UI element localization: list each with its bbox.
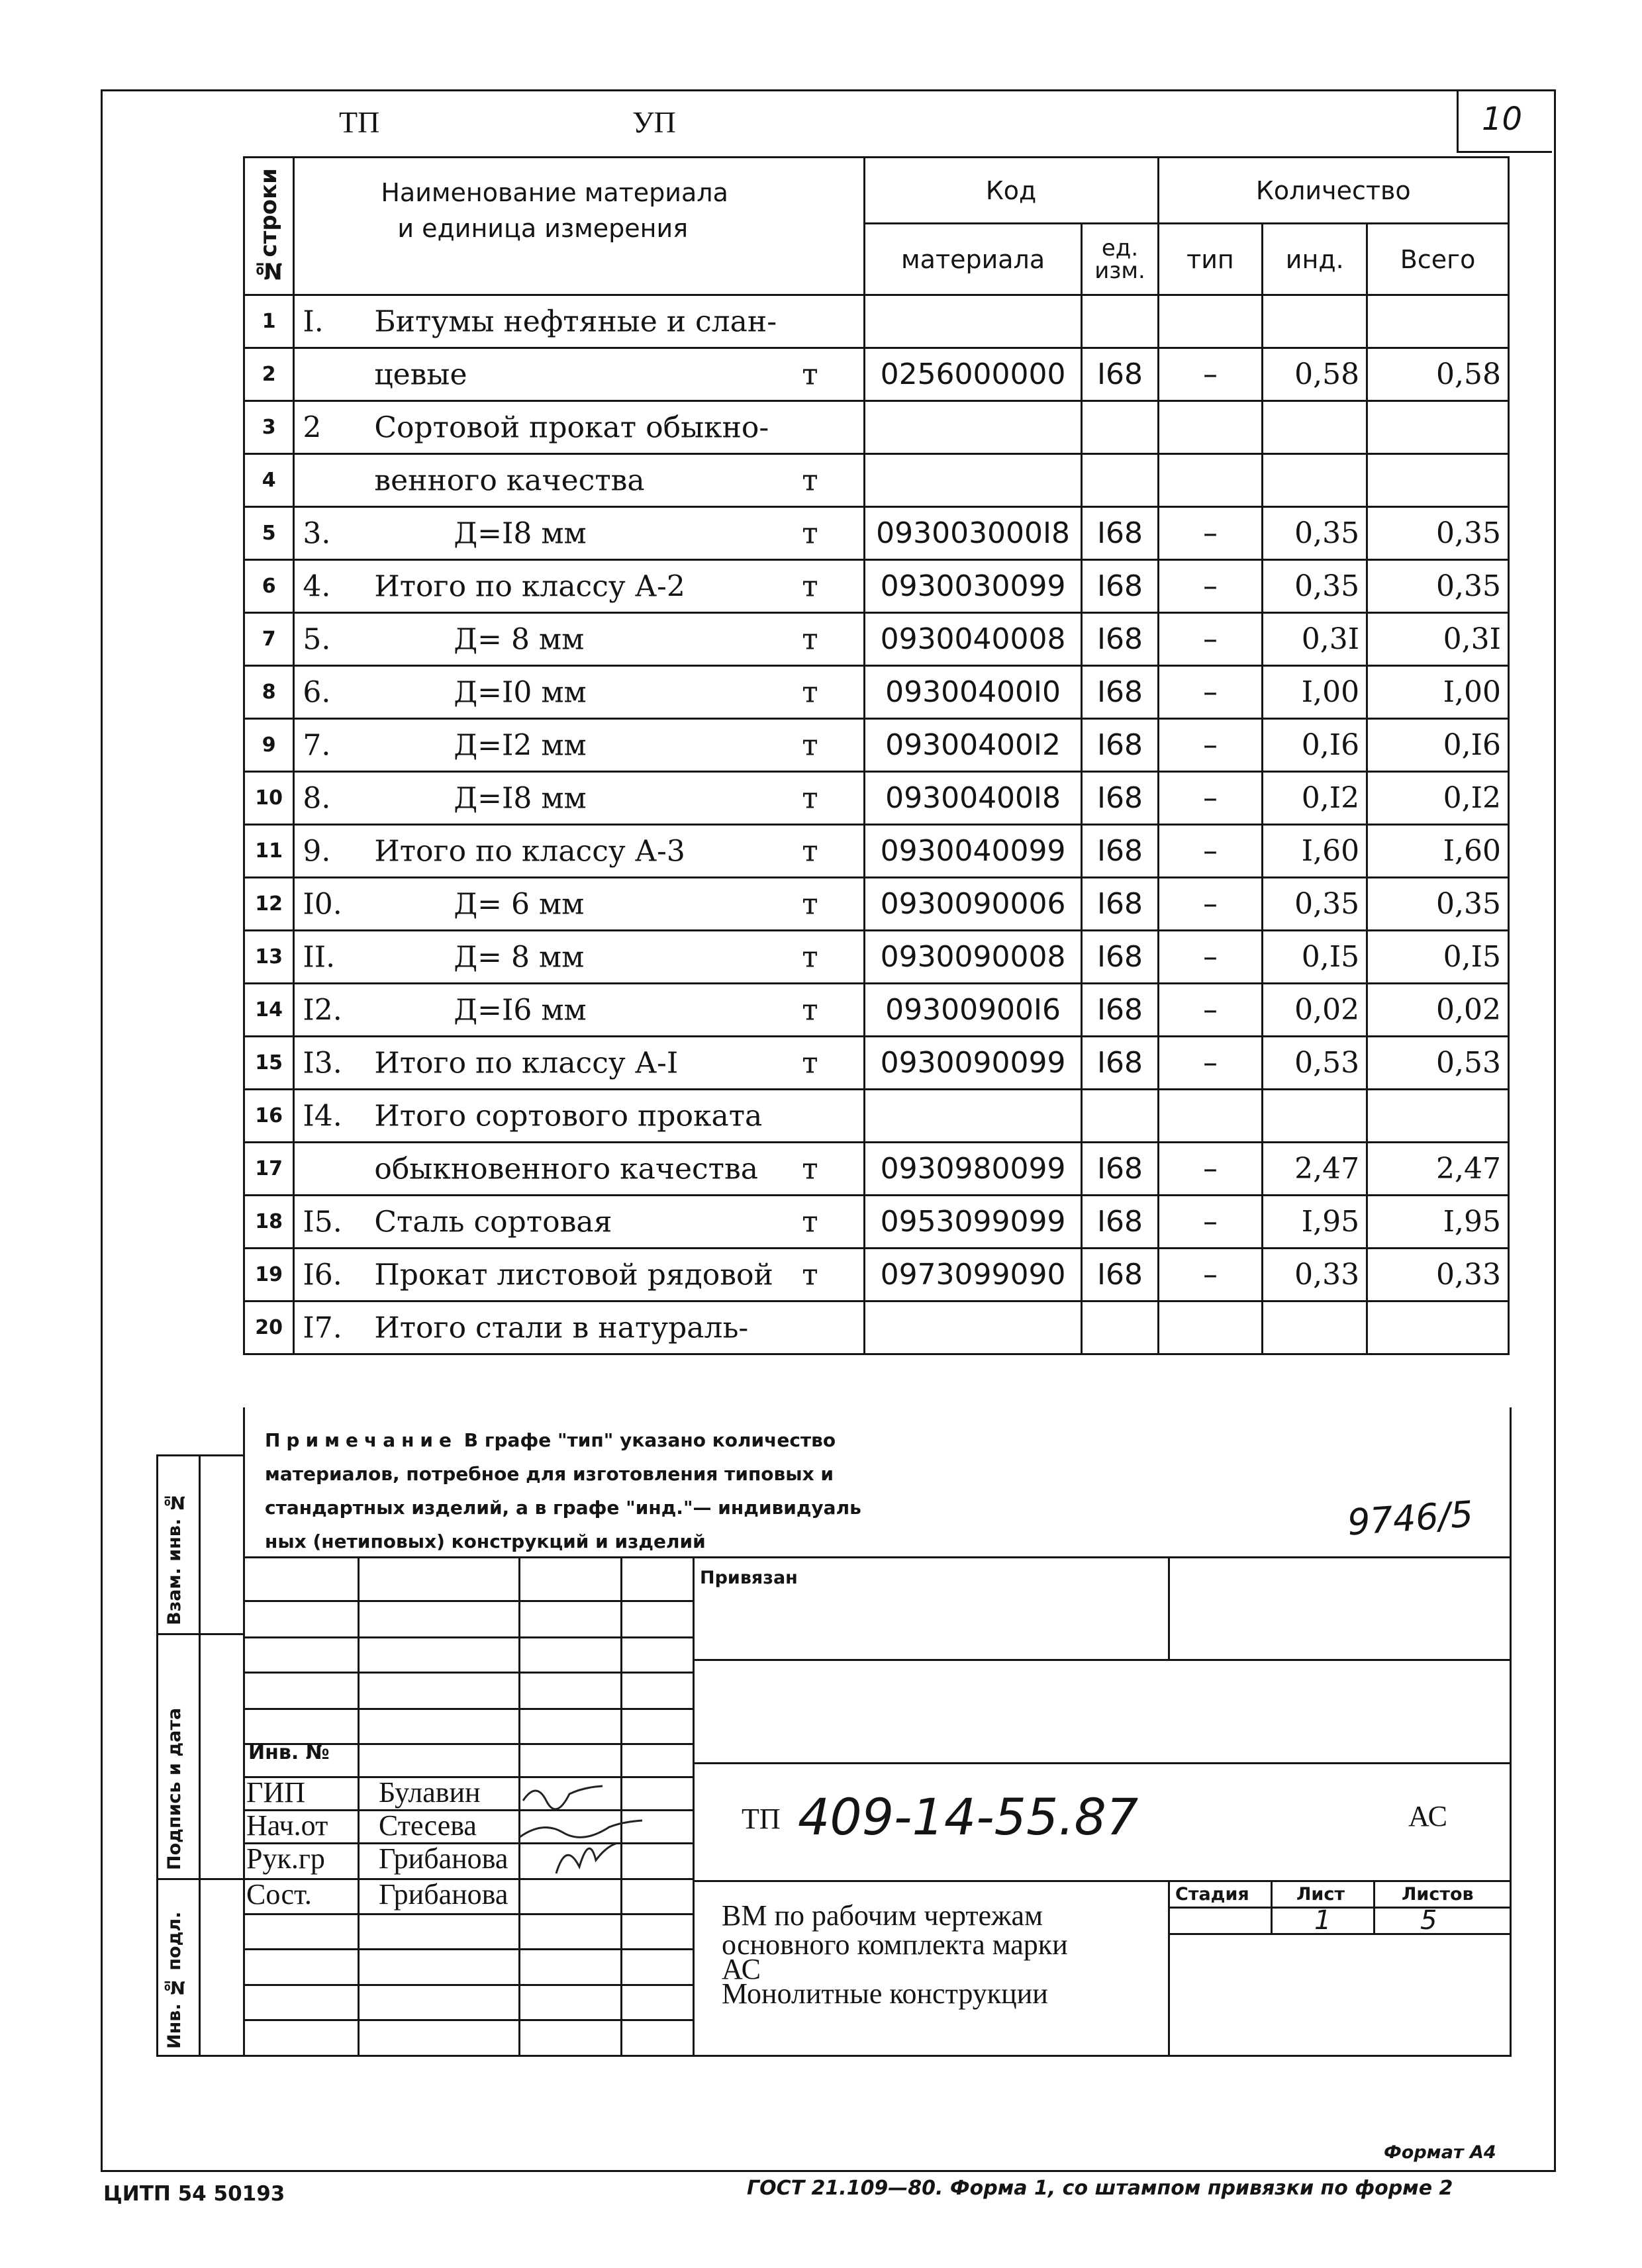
qty-total: 0,I5: [1367, 931, 1509, 984]
material-code: [864, 295, 1082, 348]
qty-type: [1158, 454, 1263, 507]
inv-no-label: Инв. №: [248, 1741, 330, 1764]
table-row: [244, 878, 1509, 931]
qty-type: –: [1158, 931, 1263, 984]
qty-type: –: [1158, 1249, 1263, 1301]
item-unit: т: [802, 781, 818, 815]
qty-ind: 0,53: [1263, 1037, 1367, 1090]
item-number: 4.: [303, 569, 331, 603]
qty-type: [1158, 295, 1263, 348]
table-row: [244, 507, 1509, 560]
material-name: [294, 1196, 864, 1249]
material-name: [294, 719, 864, 772]
qty-total: 0,02: [1367, 984, 1509, 1037]
material-name: [294, 772, 864, 825]
material-name: [294, 507, 864, 560]
table-row: [244, 666, 1509, 719]
item-unit: т: [802, 357, 818, 391]
table-row: [244, 560, 1509, 613]
footer-format: Формат А4: [1384, 2142, 1496, 2163]
table-row: [244, 1037, 1509, 1090]
material-code: 0930090008: [864, 931, 1082, 984]
material-code: 09300400I2: [864, 719, 1082, 772]
qty-total: [1367, 401, 1509, 454]
qty-ind: 0,3I: [1263, 613, 1367, 666]
unit-code: I68: [1082, 825, 1158, 878]
table-row: [244, 984, 1509, 1037]
note-line3: стандартных изделий, а в графе "инд."— индивидуаль: [265, 1497, 861, 1519]
note-line2: материалов, потребное для изготовления типовых и: [265, 1463, 834, 1485]
row-number: 15: [244, 1037, 294, 1090]
material-name: [294, 984, 864, 1037]
qty-type: –: [1158, 613, 1263, 666]
name-ruk: Грибанова: [379, 1842, 508, 1875]
col-name-header: Наименование материала и единица измерения: [294, 158, 864, 295]
item-number: 8.: [303, 781, 331, 815]
material-code: 09300400I0: [864, 666, 1082, 719]
item-number: I2.: [303, 993, 342, 1027]
unit-code: I68: [1082, 984, 1158, 1037]
qty-type: –: [1158, 348, 1263, 401]
col-qty-type: тип: [1158, 224, 1263, 295]
col-code-header: Код: [864, 158, 1158, 224]
item-name: Прокат листовой рядовой: [374, 1258, 773, 1292]
side-label-podpis: Подпись и дата: [164, 1707, 185, 1870]
item-number: 3.: [303, 516, 331, 550]
qty-type: –: [1158, 984, 1263, 1037]
qty-total: 0,53: [1367, 1037, 1509, 1090]
qty-total: I,95: [1367, 1196, 1509, 1249]
note-heading: Примечание: [265, 1429, 458, 1451]
item-number: I3.: [303, 1046, 342, 1080]
unit-code: I68: [1082, 878, 1158, 931]
qty-total: 0,33: [1367, 1249, 1509, 1301]
project-code: 409-14-55.87: [798, 1787, 1139, 1846]
item-name: Д= 6 мм: [454, 887, 585, 921]
qty-total: I,00: [1367, 666, 1509, 719]
item-unit: т: [802, 516, 818, 550]
unit-code: I68: [1082, 666, 1158, 719]
col-rowno-header: №строки: [244, 158, 294, 295]
row-number: 6: [244, 560, 294, 613]
qty-total: [1367, 1301, 1509, 1354]
qty-type: –: [1158, 772, 1263, 825]
item-name: обыкновенного качества: [374, 1152, 758, 1186]
unit-code: I68: [1082, 719, 1158, 772]
unit-code: I68: [1082, 1196, 1158, 1249]
row-number: 5: [244, 507, 294, 560]
header-up: УП: [632, 105, 676, 139]
item-unit: т: [802, 1258, 818, 1292]
col-qty-ind: инд.: [1263, 224, 1367, 295]
table-row: [244, 719, 1509, 772]
name-gip: Булавин: [379, 1776, 481, 1809]
qty-total: 0,35: [1367, 507, 1509, 560]
row-number: 3: [244, 401, 294, 454]
row-number: 7: [244, 613, 294, 666]
material-code: [864, 401, 1082, 454]
row-number: 8: [244, 666, 294, 719]
table-row: [244, 1090, 1509, 1143]
table-row: [244, 1196, 1509, 1249]
unit-code: I68: [1082, 348, 1158, 401]
material-code: 0930090099: [864, 1037, 1082, 1090]
note-line1: В графе "тип" указано количество: [463, 1429, 836, 1451]
qty-ind: I,00: [1263, 666, 1367, 719]
qty-ind: [1263, 295, 1367, 348]
qty-ind: [1263, 401, 1367, 454]
item-number: I7.: [303, 1311, 342, 1345]
item-unit: т: [802, 675, 818, 709]
sheet-label: Лист: [1296, 1884, 1345, 1905]
stage-label: Стадия: [1175, 1884, 1249, 1905]
item-name: Сортовой прокат обыкно-: [374, 410, 769, 444]
unit-code: [1082, 295, 1158, 348]
qty-total: 0,I6: [1367, 719, 1509, 772]
qty-total: 0,58: [1367, 348, 1509, 401]
qty-ind: 0,58: [1263, 348, 1367, 401]
qty-type: –: [1158, 719, 1263, 772]
qty-total: [1367, 1090, 1509, 1143]
qty-ind: 0,33: [1263, 1249, 1367, 1301]
mark: АС: [1408, 1800, 1447, 1832]
qty-type: –: [1158, 1037, 1263, 1090]
item-name: Итого по классу А-3: [374, 834, 685, 868]
tp-label: ТП: [742, 1803, 781, 1835]
qty-type: –: [1158, 1143, 1263, 1196]
material-name: [294, 560, 864, 613]
header-tp: ТП: [339, 105, 380, 139]
qty-type: [1158, 1090, 1263, 1143]
qty-total: 0,35: [1367, 878, 1509, 931]
sheet-number-handwritten: 10: [1482, 101, 1523, 138]
document-title: ВМ по рабочим чертежам основного комплекта марки АС Монолитные конструкции: [722, 1899, 1068, 2010]
role-nach: Нач.от: [246, 1809, 328, 1842]
qty-type: [1158, 401, 1263, 454]
material-name: [294, 1249, 864, 1301]
material-name: [294, 1090, 864, 1143]
sheets-value: 5: [1420, 1905, 1437, 1936]
item-name: Д=I2 мм: [454, 728, 587, 762]
row-number: 17: [244, 1143, 294, 1196]
note-handwritten-code: 9746/5: [1346, 1493, 1474, 1544]
row-number: 14: [244, 984, 294, 1037]
material-code: 0973099090: [864, 1249, 1082, 1301]
col-code-unit: ед. изм.: [1082, 224, 1158, 295]
unit-code: I68: [1082, 931, 1158, 984]
item-unit: т: [802, 622, 818, 656]
material-name: [294, 666, 864, 719]
unit-code: I68: [1082, 1143, 1158, 1196]
signatures-icon: [516, 1774, 649, 1887]
qty-type: –: [1158, 666, 1263, 719]
material-code: 0930030099: [864, 560, 1082, 613]
row-number: 20: [244, 1301, 294, 1354]
qty-ind: 0,I5: [1263, 931, 1367, 984]
side-label-inv: Инв. № подл.: [164, 1911, 185, 2049]
item-name: Битумы нефтяные и слан-: [374, 305, 777, 338]
material-name: [294, 1143, 864, 1196]
material-code: 0930040008: [864, 613, 1082, 666]
row-number: 16: [244, 1090, 294, 1143]
material-name: [294, 1037, 864, 1090]
qty-ind: 0,I6: [1263, 719, 1367, 772]
unit-code: I68: [1082, 507, 1158, 560]
unit-code: I68: [1082, 613, 1158, 666]
footer-gost: ГОСТ 21.109—80. Форма 1, со штампом привязки по форме 2: [747, 2177, 1453, 2200]
table-row: [244, 1301, 1509, 1354]
qty-ind: 2,47: [1263, 1143, 1367, 1196]
item-name: Д= 8 мм: [454, 622, 585, 656]
qty-type: –: [1158, 507, 1263, 560]
qty-total: [1367, 454, 1509, 507]
qty-ind: 0,I2: [1263, 772, 1367, 825]
qty-ind: I,95: [1263, 1196, 1367, 1249]
material-code: 09300400I8: [864, 772, 1082, 825]
material-code: 0930040099: [864, 825, 1082, 878]
col-qty-total: Всего: [1367, 224, 1509, 295]
role-sost: Сост.: [246, 1878, 312, 1911]
table-row: [244, 348, 1509, 401]
item-name: Д=I8 мм: [454, 516, 587, 550]
sheet-value: 1: [1314, 1905, 1331, 1936]
item-name: Итого по классу А-I: [374, 1046, 679, 1080]
item-name: венного качества: [374, 463, 645, 497]
item-unit: т: [802, 940, 818, 974]
qty-type: –: [1158, 1196, 1263, 1249]
privyazan-label: Привязан: [700, 1568, 798, 1588]
material-name: [294, 931, 864, 984]
qty-ind: 0,35: [1263, 560, 1367, 613]
item-unit: т: [802, 1152, 818, 1186]
item-number: I5.: [303, 1205, 342, 1239]
name-nach: Стесева: [379, 1809, 477, 1842]
item-number: I0.: [303, 887, 342, 921]
unit-code: I68: [1082, 1037, 1158, 1090]
item-unit: т: [802, 569, 818, 603]
unit-code: [1082, 1301, 1158, 1354]
role-gip: ГИП: [246, 1776, 305, 1809]
qty-ind: 0,35: [1263, 507, 1367, 560]
item-name: Д=I6 мм: [454, 993, 587, 1027]
material-code: [864, 1301, 1082, 1354]
item-number: 5.: [303, 622, 331, 656]
note-block: [265, 1423, 1324, 1558]
table-row: [244, 1143, 1509, 1196]
row-number: 13: [244, 931, 294, 984]
name-sost: Грибанова: [379, 1878, 508, 1911]
qty-ind: 0,35: [1263, 878, 1367, 931]
item-unit: т: [802, 1046, 818, 1080]
material-name: [294, 401, 864, 454]
qty-ind: [1263, 1090, 1367, 1143]
table-row: [244, 931, 1509, 984]
table-row: [244, 1249, 1509, 1301]
item-unit: т: [802, 887, 818, 921]
item-unit: т: [802, 728, 818, 762]
item-number: I4.: [303, 1099, 342, 1133]
material-code: [864, 1090, 1082, 1143]
table-row: [244, 454, 1509, 507]
material-name: [294, 878, 864, 931]
note-line4: ных (нетиповых) конструкций и изделий: [265, 1531, 706, 1552]
item-number: I6.: [303, 1258, 342, 1292]
item-name: Д= 8 мм: [454, 940, 585, 974]
qty-type: –: [1158, 825, 1263, 878]
material-name: [294, 613, 864, 666]
row-number: 12: [244, 878, 294, 931]
unit-code: I68: [1082, 1249, 1158, 1301]
materials-table: [243, 156, 1510, 1355]
col-code-material: материала: [864, 224, 1082, 295]
row-number: 1: [244, 295, 294, 348]
footer-left: ЦИТП 54 50193: [103, 2182, 285, 2206]
material-name: [294, 454, 864, 507]
qty-type: –: [1158, 878, 1263, 931]
item-unit: т: [802, 1205, 818, 1239]
table-row: [244, 295, 1509, 348]
material-code: [864, 454, 1082, 507]
unit-code: [1082, 1090, 1158, 1143]
item-number: 7.: [303, 728, 331, 762]
col-qty-header: Количество: [1158, 158, 1508, 224]
unit-code: I68: [1082, 772, 1158, 825]
table-row: [244, 825, 1509, 878]
row-number: 2: [244, 348, 294, 401]
item-number: II.: [303, 940, 336, 974]
qty-total: 0,I2: [1367, 772, 1509, 825]
unit-code: I68: [1082, 560, 1158, 613]
item-name: Д=I0 мм: [454, 675, 587, 709]
row-number: 11: [244, 825, 294, 878]
row-number: 19: [244, 1249, 294, 1301]
material-code: 09300900I6: [864, 984, 1082, 1037]
sheets-label: Листов: [1402, 1884, 1474, 1905]
item-name: Итого сортового проката: [374, 1099, 763, 1133]
material-code: 0256000000: [864, 348, 1082, 401]
item-name: Итого стали в натураль-: [374, 1311, 749, 1345]
material-code: 0930980099: [864, 1143, 1082, 1196]
item-unit: т: [802, 834, 818, 868]
item-number: 9.: [303, 834, 331, 868]
qty-total: 0,3I: [1367, 613, 1509, 666]
side-label-vzam: Взам. инв. №: [164, 1491, 185, 1625]
item-name: Д=I8 мм: [454, 781, 587, 815]
qty-total: [1367, 295, 1509, 348]
item-name: цевые: [374, 357, 467, 391]
material-code: 0930090006: [864, 878, 1082, 931]
material-name: [294, 295, 864, 348]
row-number: 9: [244, 719, 294, 772]
item-unit: т: [802, 993, 818, 1027]
item-name: Итого по классу А-2: [374, 569, 685, 603]
unit-code: [1082, 401, 1158, 454]
qty-ind: [1263, 1301, 1367, 1354]
material-code: 0953099099: [864, 1196, 1082, 1249]
material-code: 093003000I8: [864, 507, 1082, 560]
row-number: 10: [244, 772, 294, 825]
row-number: 18: [244, 1196, 294, 1249]
table-row: [244, 772, 1509, 825]
item-number: 6.: [303, 675, 331, 709]
material-name: [294, 825, 864, 878]
table-row: [244, 401, 1509, 454]
qty-ind: [1263, 454, 1367, 507]
qty-ind: I,60: [1263, 825, 1367, 878]
qty-ind: 0,02: [1263, 984, 1367, 1037]
qty-type: [1158, 1301, 1263, 1354]
material-name: [294, 348, 864, 401]
qty-total: 0,35: [1367, 560, 1509, 613]
item-number: I.: [303, 305, 324, 338]
unit-code: [1082, 454, 1158, 507]
qty-total: I,60: [1367, 825, 1509, 878]
item-number: 2: [303, 410, 322, 444]
material-name: [294, 1301, 864, 1354]
item-unit: т: [802, 463, 818, 497]
qty-total: 2,47: [1367, 1143, 1509, 1196]
qty-type: –: [1158, 560, 1263, 613]
item-name: Сталь сортовая: [374, 1205, 612, 1239]
row-number: 4: [244, 454, 294, 507]
table-row: [244, 613, 1509, 666]
role-ruk: Рук.гр: [246, 1842, 325, 1875]
